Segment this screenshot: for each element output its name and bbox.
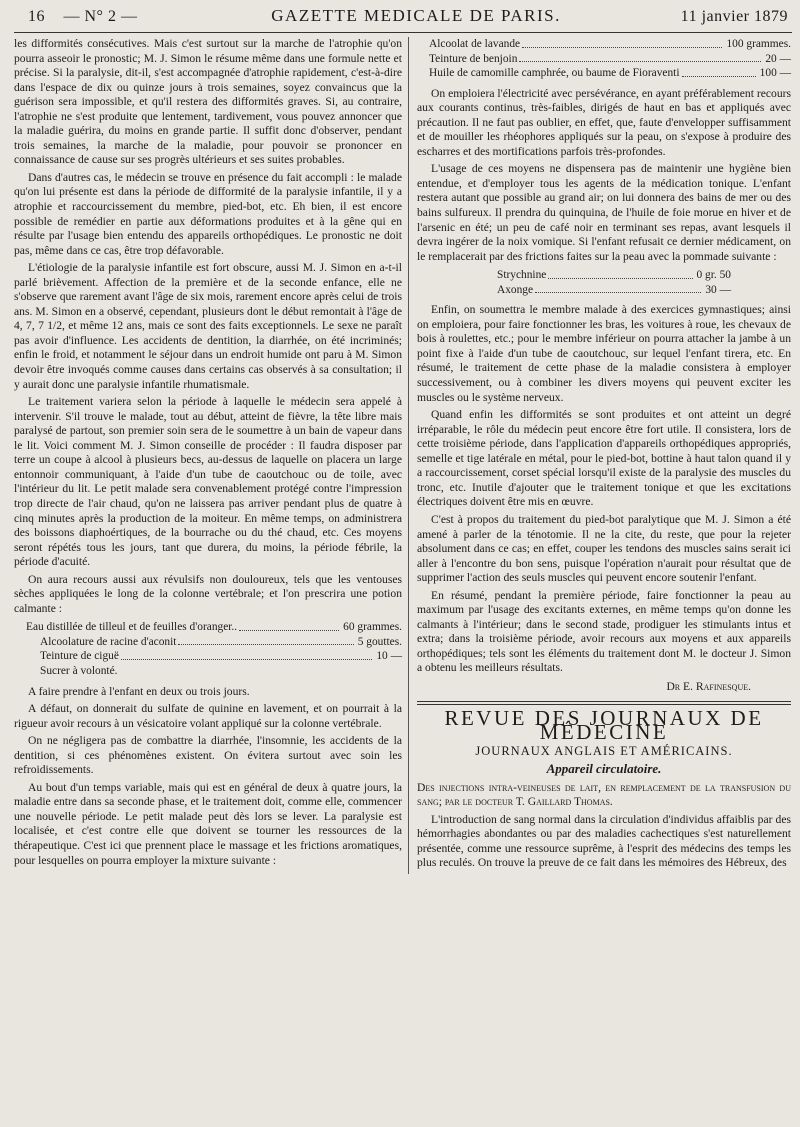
section-title: Appareil circulatoire. <box>546 761 662 777</box>
paragraph: Quand enfin les difformités se sont produites et ont atteint un degré irréparable, le rôle du médecin peut encore être fort utile. Il consistera, lors de cette troisième période, dans l'application d'appareils orthopédiques appropriés, semelle et tige latérale en métal, pour le pied-bot, bottine à haut talon quand il y a raccourcissement, corset spécial lorsqu'il existe de la paralysie des muscles du tronc, etc. Inutile d'ajouter que le traitement tonique et que les excitations électriques doivent être mis en œuvre. <box>417 408 791 509</box>
paragraph: L'usage de ces moyens ne dispensera pas de maintenir une hygiène bien entendue, et d'employer tous les agents de la médication tonique. L'enfant restera autant que possible au grand air; on lui donnera des bains de mer ou des bains sulfureux. Il prendra du quinquina, de l'huile de foie morue en hiver et de l'arsenic en été; un peu de café noir en terminant ses repas, avant lesquels il devra ingérer de la noix vomique. Si l'enfant refusait ce dernier médicament, on le remplacerait par des frictions faites sur la peau avec la pommade suivante : <box>417 162 791 263</box>
prescription-line: Alcoolat de lavande 100 grammes. <box>429 38 791 50</box>
prescription <box>497 268 731 297</box>
paragraph: A faire prendre à l'enfant en deux ou trois jours. <box>28 684 250 698</box>
page-number: 16 <box>28 8 45 25</box>
prescription-line: Alcoolature de racine d'aconit 5 gouttes. <box>40 635 402 648</box>
prescription-line: Strychnine 0 gr. 50 <box>497 269 731 282</box>
paragraph: Enfin, on soumettra le membre malade à des exercices gymnastiques; ainsi on emploiera, pour faire fonctionner les bras, les voitures à roue, les chevaux de bois à roulettes, etc.; pour le membre inférieur on pourra attacher la jambe à un point fixe à l'aide d'un tube de caoutchouc, sur lequel l'enfant tirera, etc. En résumé, le traitement de cette phase de la maladie consistera à employer successivement, ou à combiner les divers moyens qui peuvent exciter les muscles ou le système nerveux. <box>417 303 791 404</box>
prescription-line: Axonge 30 — <box>497 283 731 296</box>
prescription-line: Teinture de benjoin 20 — <box>429 52 791 65</box>
section-subheading: JOURNAUX ANGLAIS ET AMÉRICAINS. <box>475 743 733 758</box>
section-heading: REVUE DES JOURNAUX DE MÉDECINE <box>444 705 764 745</box>
paragraph: On emploiera l'électricité avec persévérance, en ayant préférablement recours aux courants continus, très-faibles, dirigés de haut en bas et appliqués avec précaution. Il ne faut pas oublier, en effet, que, faute d'envelopper suffisamment et de mouiller les rhéophores appliqués sur la peau, on s'expose à produire des escharres et des mortifications parfois très-profondes. <box>417 86 791 158</box>
prescription-line: Eau distillée de tilleul et de feuilles d'oranger.. 60 grammes. <box>26 621 402 634</box>
paragraph: A défaut, on donnerait du sulfate de quinine en lavement, et on pourrait à la rigueur avoir recours à un vésicatoire volant appliqué sur la colonne vertébrale. <box>14 702 402 730</box>
prescription-line: Teinture de ciguë 10 — <box>40 650 402 663</box>
paragraph: Dans d'autres cas, le médecin se trouve en présence du fait accompli : le malade qu'on lui présente est dans la période de difformité de la paralysie infantile, il y a atrophie et raccourcissement du membre, pied-bot, etc. Eh bien, il est encore possible de remédier en partie aux déformations produites et à la gêne qui en résulte par l'usage bien entendu des appareils orthopédiques. Le pronostic ne doit pas, même dans ce cas, être trop défavorable. <box>14 170 402 257</box>
article-title: Des injections intra-veineuses de lait, en remplacement de la transfusion du sang; par le docteur T. Gaillard Thomas. <box>417 780 791 809</box>
right-column <box>409 37 791 874</box>
divider <box>417 701 791 702</box>
prescription <box>26 620 402 678</box>
paragraph: En résumé, pendant la première période, faire fonctionner la peau au maximum par l'usage des excitants externes, en même temps qu'on donne les calmants à l'intérieur; dans le second stade, prodiguer les stimulants intus et extra; dans la troisième période, avoir recours aux moyens et aux appareils orthopédiques; tels sont les éléments du traitement dont M. le docteur J. Simon a obtenu les meilleurs résultats. <box>417 588 791 675</box>
paragraph: L'étiologie de la paralysie infantile est fort obscure, aussi M. J. Simon en a-t-il parlé brièvement. Affection de la première et de la seconde enfance, elle ne s'observe que rarement avant l'âge de six mois, rarement encore après celui de trois ans. M. Simon en a observé, cependant, plusieurs dont le début remontait à l'âge de 4, 7, 7 1/2, et même 12 ans, mais ce sont des faits exceptionnels. Le sexe ne paraît pas avoir d'influence. Les accidents de dentition, la diarrhée, on été incriminés; enfin le froid, et notamment le séjour dans un endroit humide ont paru à M. Simon devoir être invoqués comme causes dans certains cas observés à sa consultation; il y aurait donc une paralysie infantile rhumatismale. <box>14 261 402 391</box>
prescription-line: Huile de camomille camphrée, ou baume de Fioraventi 100 — <box>429 67 791 80</box>
paragraph: L'introduction de sang normal dans la circulation d'individus affaiblis par des hémorrhagies abondantes ou par des maladies cachectiques s'est naturellement présentée, comme une ressource suprême, à l'esprit des médecins des temps les plus reculés. On trouve la preuve de ce fait dans les mémoires des Hébreux, des <box>417 812 791 870</box>
left-column <box>14 37 409 874</box>
columns <box>14 37 792 874</box>
journal-title: GAZETTE MEDICALE DE PARIS. <box>271 6 561 25</box>
signature: Dr E. Rafinesque. <box>666 679 751 693</box>
paragraph: On aura recours aussi aux révulsifs non douloureux, tels que les ventouses sèches appliquées le long de la colonne vertébrale; et l'on prescrira une potion calmante : <box>14 572 402 615</box>
issue-date: 11 janvier 1879 <box>680 8 788 25</box>
paragraph: Au bout d'un temps variable, mais qui est en général de deux à quatre jours, la maladie entre dans sa seconde phase, et le traitement doit, comme elle, commencer une nouvelle période. Le petit malade peut dès lors se lever. La paralysie est localisée, et c'est contre elle que doivent se tourner les ressources de la thérapeutique. C'est ici que prennent place le massage et les frictions aromatiques, pour lesquelles on pourra employer la mixture suivante : <box>14 780 402 867</box>
divider <box>417 704 791 705</box>
paragraph: Le traitement variera selon la période à laquelle le médecin sera appelé à intervenir. S'il trouve le malade, tout au début, atteint de fièvre, la tête libre mais paralysé de partout, son premier soin sera de le soumettre à un bain de vapeur dans le lit. Voici comment M. J. Simon conseille de procéder : Il faudra disposer par terre un coupe à alcool à plusieurs becs, au-dessus de laquelle on placera un large entonnoir communiquant, à l'aide d'un tube de caoutchouc ou de toile, avec l'intérieur du lit. Le petit malade sera convenablement protégé contre l'impression trop directe de l'air chaud, qu'on ne laissera pas arriver pendant plus de quatre à cinq minutes après la production de la moiteur. En même temps, on administrera des boissons diaphoértiques, de la bourrache ou du thé chaud, etc. Ces moyens seront répétés tous les jours, tant que durera, du moins, la période fébrile, la période d'acuité. <box>14 395 402 569</box>
paragraph: On ne négligera pas de combattre la diarrhée, l'insomnie, les accidents de la dentition, si ces phénomènes existent. On évitera surtout avec soin les refroidissements. <box>14 734 402 777</box>
prescription <box>429 37 791 81</box>
prescription-note: Sucrer à volonté. <box>40 664 118 677</box>
paragraph: C'est à propos du traitement du pied-bot paralytique que M. J. Simon a été amené à parler de la ténotomie. Il ne la cite, du reste, que pour la rejeter absolument dans ce cas; en effet, couper les tendons des muscles sains serait ici aller à l'encontre du bon sens, puisque l'opération n'aurait pour résultat que de supprimer l'action des seuls muscles qui peuvent encore soutenir l'enfant. <box>417 512 791 585</box>
page-header <box>14 6 792 33</box>
paragraph: les difformités consécutives. Mais c'est surtout sur la marche de l'atrophie qu'on pourra asseoir le pronostic; M. J. Simon le résume même dans une formule nette et précise. Si la paralysie, dit-il, s'est accompagnée d'atrophie rapidement, c'est-à-dire dans l'espace de dix ou quinze jours à trois semaines, soyez convaincus que la guérison sera impossible, et qu'il restera des difformités graves. Si, au contraire, l'atrophie ne s'est produite que lentement, tardivement, vous pouvez annoncer que la maladie guérira, du moins en grande partie. Il suffit donc d'observer, pendant trois semaines, la marche de la maladie, pour pouvoir se prononcer en connaissance de cause sur ses progrès ultérieurs et ses suites probables. <box>14 37 402 167</box>
issue-number: — N° 2 — <box>63 8 138 25</box>
